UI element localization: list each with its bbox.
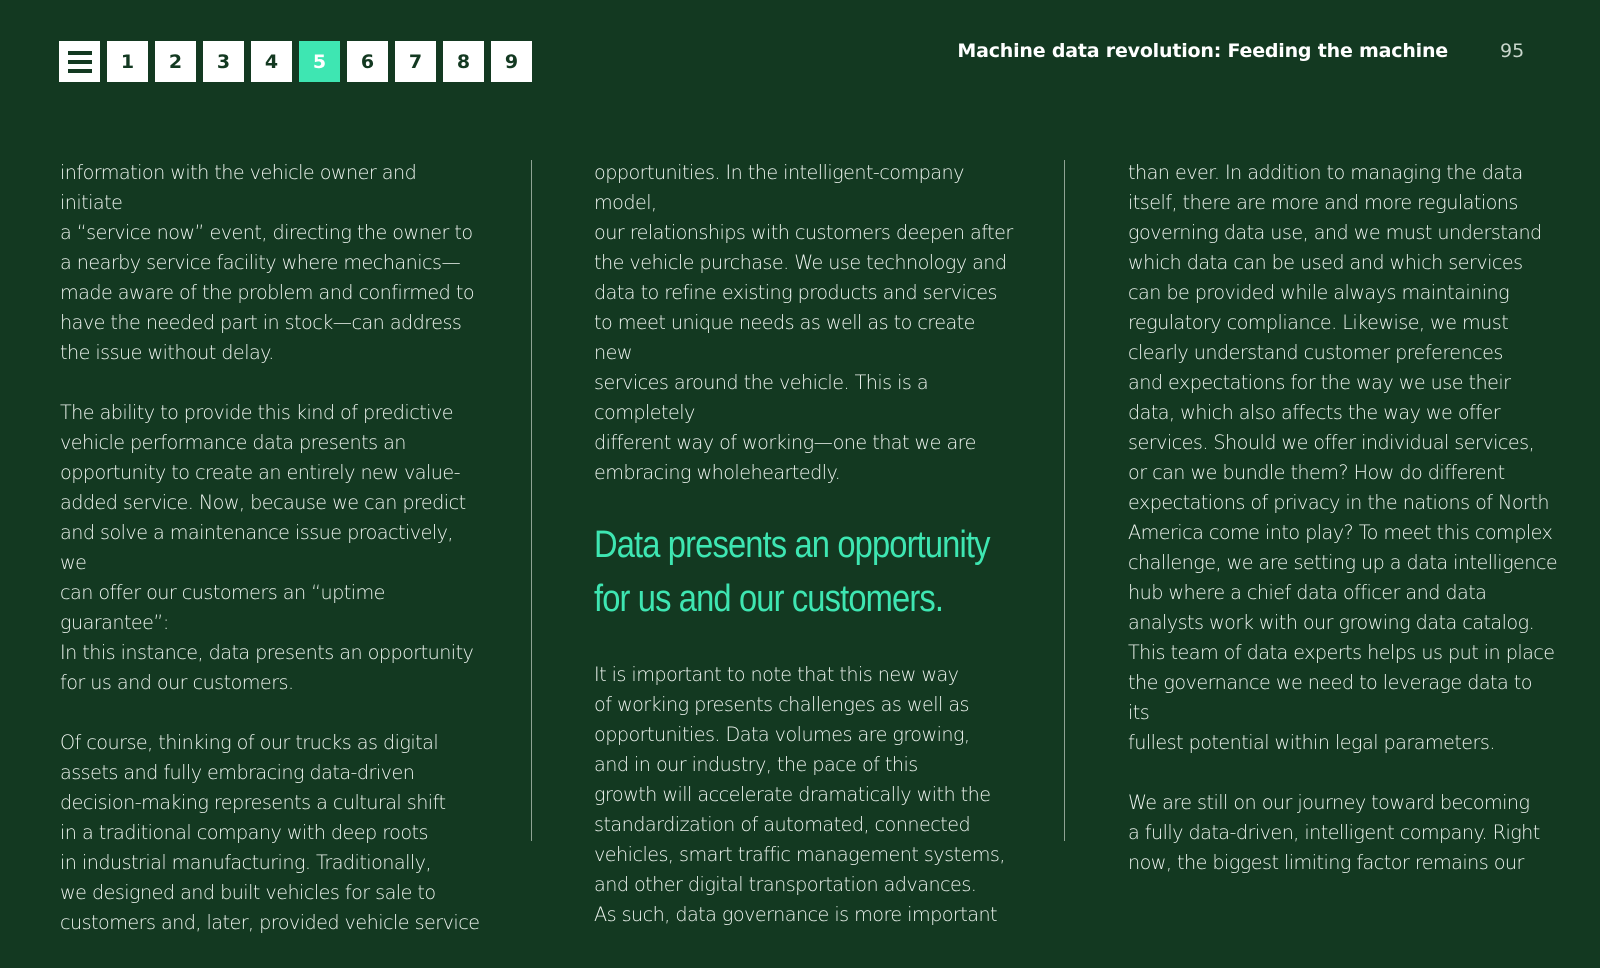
paragraph: opportunities. In the intelligent-company model, our relationships with customers deepen after the vehicle purchase. We use technology and data to refine existing products and services to meet unique needs as well as to create new services around the vehicle. This is a completely different way of working—one that we are embracing wholeheartedly. [594,161,1013,484]
page-button-2[interactable]: 2 [155,41,196,82]
hamburger-menu-icon [68,51,92,73]
page-button-3[interactable]: 3 [203,41,244,82]
page-button-5-active[interactable]: 5 [299,41,340,82]
paragraph: The ability to provide this kind of predictive vehicle performance data presents an opportunity to create an entirely new value- added service. Now, because we can predict and solve a maintenance issue proactively, we can offer our customers an “uptime guarantee”: In this instance, data presents an opportunity for us and our customers. [60,401,474,694]
document-title: Machine data revolution: Feeding the machine [957,40,1448,62]
text-column-1 [60,158,480,968]
paragraph: Of course, thinking of our trucks as digital assets and fully embracing data-driven decision-making represents a cultural shift in a traditional company with deep roots in industrial manufacturing. Traditionally, we designed and built vehicles for sale to customers and, later, provided vehicle service [60,731,480,934]
column-divider [1064,160,1065,841]
page-button-8[interactable]: 8 [443,41,484,82]
page-button-1[interactable]: 1 [107,41,148,82]
paragraph: information with the vehicle owner and initiate a “service now” event, directing the owner to a nearby service facility where mechanics— made aware of the problem and confirmed to have the needed part in stock—can address the issue without delay. [60,161,475,364]
page-number: 95 [1500,40,1525,62]
page-button-6[interactable]: 6 [347,41,388,82]
page-navigation [59,41,532,82]
menu-button[interactable] [59,41,100,82]
text-column-2 [594,158,1014,960]
page-button-4[interactable]: 4 [251,41,292,82]
page-button-7[interactable]: 7 [395,41,436,82]
pull-quote: Data presents an opportunity for us and our customers. [594,524,990,620]
column-divider [531,160,532,841]
text-column-3 [1128,158,1558,908]
paragraph: We are still on our journey toward becoming a fully data-driven, intelligent company. Right now, the biggest limiting factor remains our [1128,791,1540,874]
paragraph: It is important to note that this new way of working presents challenges as well as opportunities. Data volumes are growing, and in our industry, the pace of this growth will accelerate dramatically with the standardization of automated, connected vehicles, smart traffic management systems, and other digital transportation advances. As such, data governance is more important [594,663,1005,926]
page-button-9[interactable]: 9 [491,41,532,82]
paragraph: than ever. In addition to managing the data itself, there are more and more regulations governing data use, and we must understand which data can be used and which services can be provided while always maintaining regulatory compliance. Likewise, we must clearly understand customer preferences and expectations for the way we use their data, which also affects the way we offer services. Should we offer individual services, or can we bundle them? How do different expectations of privacy in the nations of North America come into play? To meet this complex challenge, we are setting up a data intelligence hub where a chief data officer and data analysts work with our growing data catalog. This team of data experts helps us put in place the governance we need to leverage data to its fullest potential within legal parameters. [1128,161,1558,754]
